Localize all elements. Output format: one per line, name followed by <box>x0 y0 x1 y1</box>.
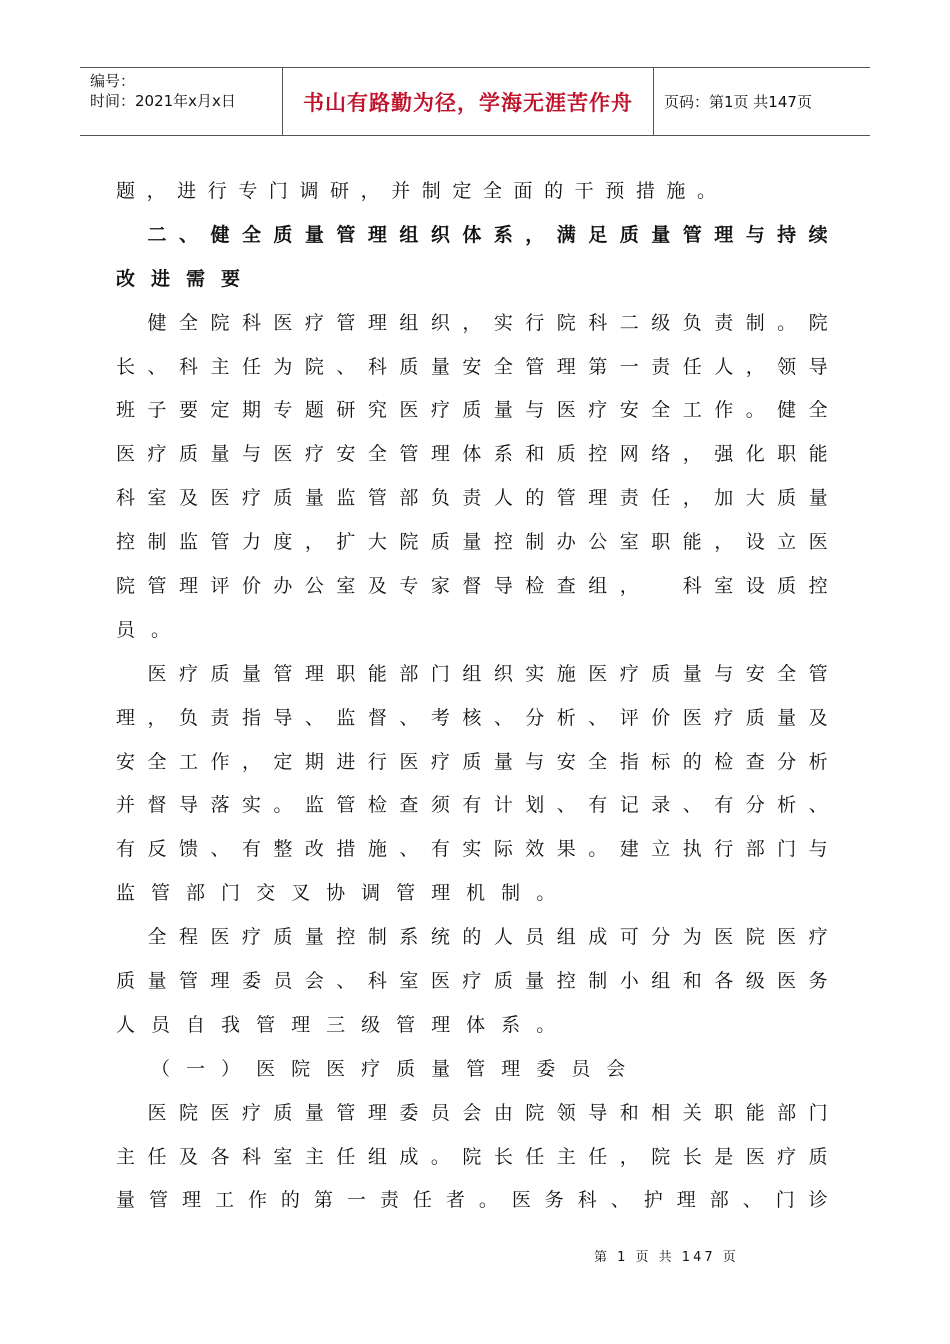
text-line: 控 制 监 管 力 度 ， 扩 大 院 质 量 控 制 办 公 室 职 能 ， 设 立 医 <box>116 531 828 554</box>
text-line: 有 反 馈 、 有 整 改 措 施 、 有 实 际 效 果 。 建 立 执 行 部 门 与 <box>116 838 828 861</box>
text-line: 并 督 导 落 实 。 监 管 检 查 须 有 计 划 、 有 记 录 、 有 分 析 、 <box>116 794 828 817</box>
document-body <box>116 170 828 1223</box>
text-line: 医 疗 质 量 管 理 职 能 部 门 组 织 实 施 医 疗 质 量 与 安 全 管 <box>147 662 828 685</box>
header-motto-cell <box>282 68 654 135</box>
text-line: 主 任 及 各 科 室 主 任 组 成 。 院 长 任 主 任 ， 院 长 是 医 疗 质 <box>116 1145 828 1168</box>
header-motto: 书山有路勤为径，学海无涯苦作舟 <box>303 90 633 115</box>
text-line: 科 室 及 医 疗 质 量 监 管 部 负 责 人 的 管 理 责 任 ， 加 大 质 量 <box>116 487 828 510</box>
text-line: 改 进 需 要 <box>116 267 241 290</box>
text-line: 题 ， 进 行 专 门 调 研 ， 并 制 定 全 面 的 干 预 措 施 。 <box>116 180 716 202</box>
text-line: 安 全 工 作 ， 定 期 进 行 医 疗 质 量 与 安 全 指 标 的 检 查 分 析 <box>116 750 828 773</box>
document-date: 时间：2021年x月x日 <box>90 92 236 110</box>
header-page-info: 页码：第1页 共147页 <box>664 93 812 111</box>
text-line: 量 管 理 工 作 的 第 一 责 任 者 。 医 务 科 、 护 理 部 、 门 诊 <box>116 1189 828 1212</box>
text-line: 长 、 科 主 任 为 院 、 科 质 量 安 全 管 理 第 一 责 任 人 ， 领 导 <box>116 355 828 378</box>
text-line: 全 程 医 疗 质 量 控 制 系 统 的 人 员 组 成 可 分 为 医 院 医 疗 <box>147 926 828 949</box>
text-line: 医 疗 质 量 与 医 疗 安 全 管 理 体 系 和 质 控 网 络 ， 强 化 职 能 <box>116 443 828 466</box>
text-line: 院 管 理 评 价 办 公 室 及 专 家 督 导 检 查 组 ， 科 室 设 质 控 <box>116 575 828 598</box>
text-line: 人 员 自 我 管 理 三 级 管 理 体 系 。 <box>116 1013 556 1036</box>
page-header <box>80 67 870 136</box>
text-line: 医 院 医 疗 质 量 管 理 委 员 会 由 院 领 导 和 相 关 职 能 部 门 <box>147 1101 828 1124</box>
text-line: 班 子 要 定 期 专 题 研 究 医 疗 质 量 与 医 疗 安 全 工 作 。 健 全 <box>116 399 828 422</box>
text-line: 员 。 <box>116 618 171 641</box>
text-line: 监 管 部 门 交 叉 协 调 管 理 机 制 。 <box>116 882 556 905</box>
text-line: （ 一 ） 医 院 医 疗 质 量 管 理 委 员 会 <box>151 1057 626 1080</box>
footer-page-number: 第 1 页 共 147 页 <box>594 1250 739 1265</box>
document-number: 编号： <box>90 72 136 90</box>
text-line: 质 量 管 理 委 员 会 、 科 室 医 疗 质 量 控 制 小 组 和 各 级 医 务 <box>116 970 828 993</box>
header-meta <box>80 68 282 135</box>
header-page-cell <box>654 68 870 135</box>
text-line: 二 、 健 全 质 量 管 理 组 织 体 系 ， 满 足 质 量 管 理 与 持 续 <box>147 223 828 246</box>
text-line: 理 ， 负 责 指 导 、 监 督 、 考 核 、 分 析 、 评 价 医 疗 质 量 及 <box>116 706 828 729</box>
text-line: 健 全 院 科 医 疗 管 理 组 织 ， 实 行 院 科 二 级 负 责 制 。 院 <box>147 311 828 334</box>
